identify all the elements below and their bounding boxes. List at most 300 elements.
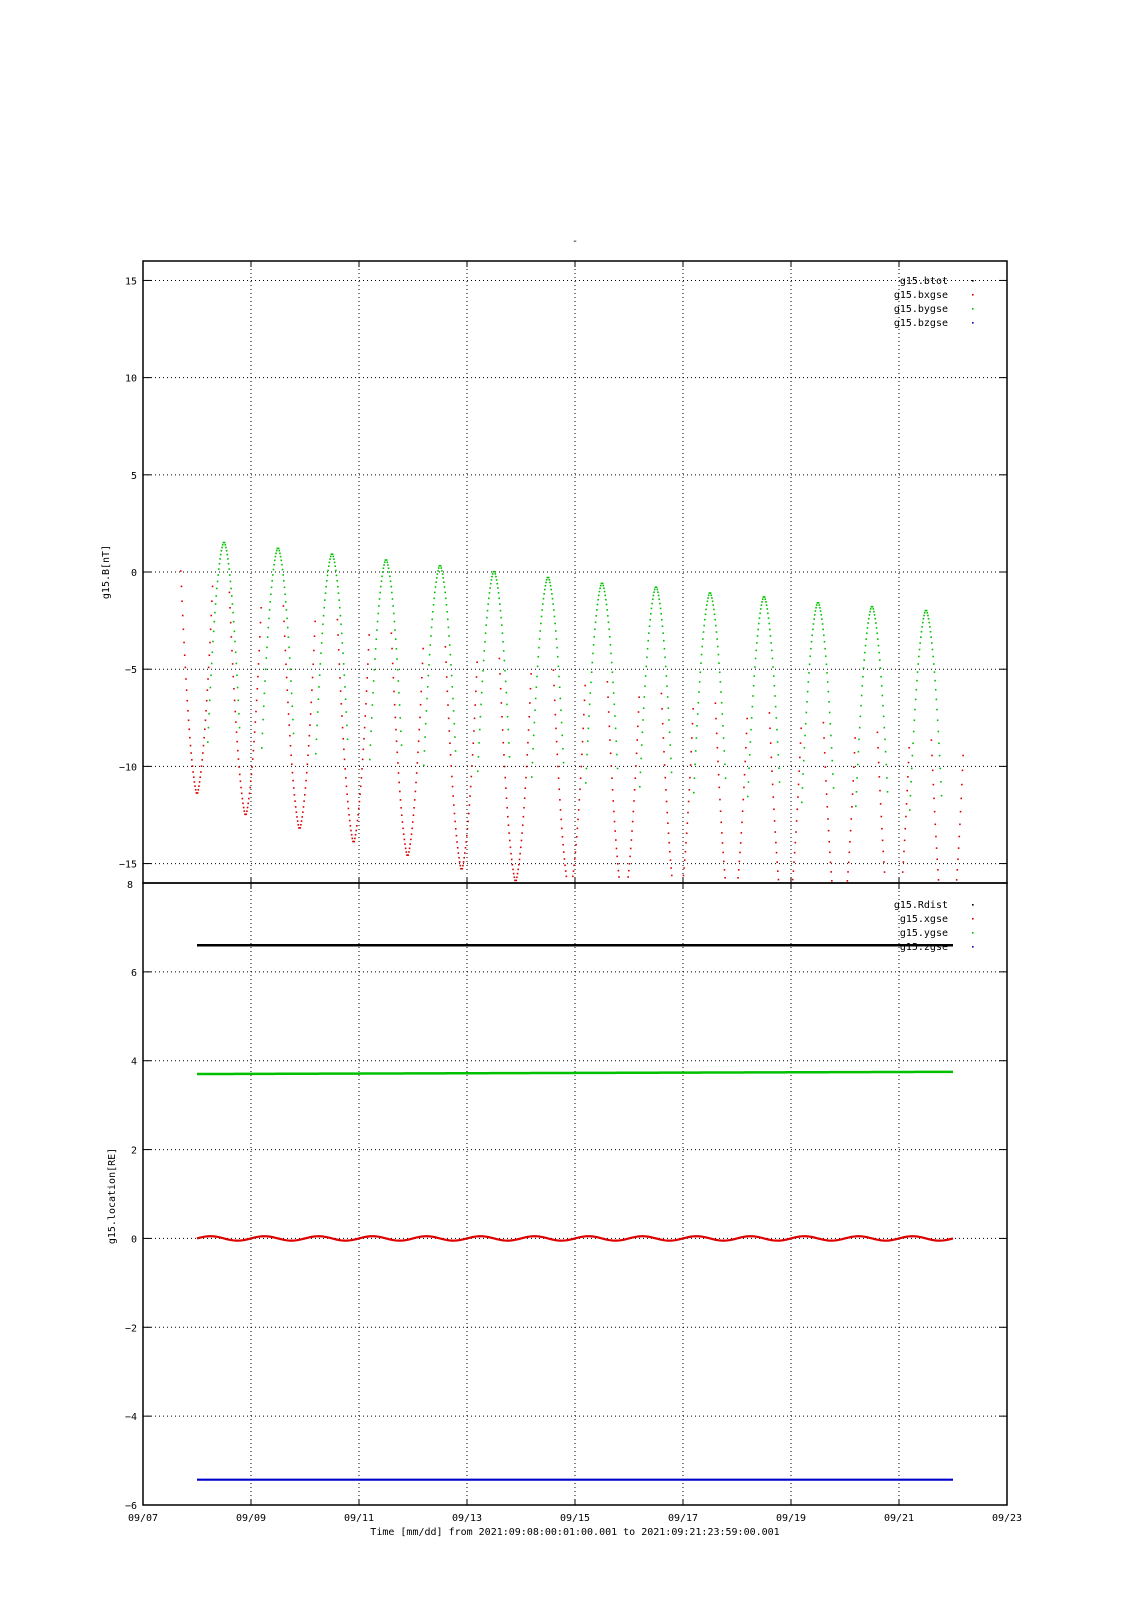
bygse-point [858, 751, 860, 753]
bxgse-point [412, 821, 414, 823]
bygse-point [922, 622, 924, 624]
bygse-point [322, 623, 324, 625]
bxgse-point [409, 848, 411, 850]
bxgse-point [769, 727, 771, 729]
bxgse-point [742, 810, 744, 812]
bygse-point [438, 567, 440, 569]
bygse-point [506, 704, 508, 706]
bxgse-point [521, 832, 523, 834]
bxgse-point [295, 806, 297, 808]
bxgse-point [553, 669, 555, 671]
bxgse-point [582, 728, 584, 730]
bxgse-point [411, 828, 413, 830]
bxgse-point [715, 718, 717, 720]
bxgse-point [212, 586, 214, 588]
bxgse-point [688, 801, 690, 803]
bxgse-point [771, 770, 773, 772]
bygse-point [615, 728, 617, 730]
bxgse-point [249, 787, 251, 789]
bxgse-point [471, 765, 473, 767]
bygse-point [918, 656, 920, 658]
bxgse-point [683, 875, 685, 877]
bxgse-point [743, 787, 745, 789]
bxgse-point [560, 819, 562, 821]
bygse-point [332, 553, 334, 555]
bxgse-point [257, 676, 259, 678]
bygse-point [504, 670, 506, 672]
bxgse-point [715, 702, 717, 704]
bygse-point [723, 737, 725, 739]
bygse-point [532, 748, 534, 750]
bxgse-point [190, 752, 192, 754]
bxgse-point [608, 711, 610, 713]
x-tick-label: 09/21 [883, 1513, 915, 1524]
bxgse-point [247, 803, 249, 805]
bygse-point [388, 571, 390, 573]
bxgse-point [452, 795, 454, 797]
bygse-point [832, 773, 834, 775]
bygse-point [718, 662, 720, 664]
bygse-point [376, 629, 378, 631]
bygse-point [666, 675, 668, 677]
bygse-point [595, 622, 597, 624]
bygse-point [535, 698, 537, 700]
bygse-point [396, 658, 398, 660]
bygse-point [771, 650, 773, 652]
bygse-point [452, 686, 454, 688]
bygse-point [398, 680, 400, 682]
bygse-point [219, 563, 221, 565]
bygse-point [807, 681, 809, 683]
bxgse-point [522, 824, 524, 826]
bygse-point [387, 564, 389, 566]
bygse-point [482, 670, 484, 672]
bygse-point [602, 583, 604, 585]
bygse-point [548, 577, 550, 579]
bygse-point [705, 609, 707, 611]
bygse-point [652, 598, 654, 600]
bxgse-point [393, 677, 395, 679]
bygse-point [431, 627, 433, 629]
bygse-point [231, 595, 233, 597]
bxgse-point [405, 848, 407, 850]
bxgse-point [311, 689, 313, 691]
bygse-point [453, 710, 455, 712]
bygse-point [234, 631, 236, 633]
bygse-point [603, 588, 605, 590]
bygse-point [586, 754, 588, 756]
bxgse-point [506, 797, 508, 799]
bxgse-point [670, 859, 672, 861]
bxgse-point [633, 811, 635, 813]
bygse-point [937, 719, 939, 721]
bygse-point [293, 733, 295, 735]
bygse-point [398, 692, 400, 694]
bxgse-point [564, 858, 566, 860]
bygse-point [920, 636, 922, 638]
bxgse-point [554, 700, 556, 702]
bxgse-point [252, 758, 254, 760]
bygse-point [914, 719, 916, 721]
bxgse-point [246, 810, 248, 812]
bxgse-point [880, 803, 882, 805]
bygse-point [667, 696, 669, 698]
bygse-point [862, 676, 864, 678]
bxgse-point [628, 870, 630, 872]
bygse-point [807, 691, 809, 693]
bxgse-point [348, 814, 350, 816]
bxgse-point [258, 650, 260, 652]
bygse-point [213, 631, 215, 633]
bxgse-point [499, 658, 501, 660]
bxgse-point [363, 749, 365, 751]
bygse-point [444, 592, 446, 594]
bxgse-point [795, 831, 797, 833]
bygse-point [938, 731, 940, 733]
bxgse-point [561, 828, 563, 830]
bygse-point [863, 659, 865, 661]
bxgse-point [352, 838, 354, 840]
bygse-point [663, 640, 665, 642]
bygse-point [805, 723, 807, 725]
bygse-point [751, 717, 753, 719]
bygse-point [770, 642, 772, 644]
bxgse-point [292, 772, 294, 774]
bxgse-point [404, 839, 406, 841]
bxgse-point [296, 811, 298, 813]
bxgse-point [616, 848, 618, 850]
bygse-point [269, 609, 271, 611]
bygse-point [668, 707, 670, 709]
bxgse-point [186, 700, 188, 702]
bxgse-point [476, 661, 478, 663]
bygse-point [660, 608, 662, 610]
bxgse-point [359, 793, 361, 795]
bxgse-point [401, 814, 403, 816]
bygse-point [616, 754, 618, 756]
bygse-point [225, 547, 227, 549]
bygse-point [541, 616, 543, 618]
bygse-point [444, 586, 446, 588]
bygse-point [391, 592, 393, 594]
bxgse-point [356, 825, 358, 827]
bxgse-point [501, 702, 503, 704]
ygse-series [197, 1072, 953, 1074]
bygse-point [441, 570, 443, 572]
bxgse-point [936, 858, 938, 860]
bxgse-point [691, 737, 693, 739]
bxgse-point [366, 690, 368, 692]
bxgse-point [360, 785, 362, 787]
bxgse-point [933, 784, 935, 786]
bxgse-point [303, 800, 305, 802]
bxgse-point [739, 852, 741, 854]
bygse-point [217, 581, 219, 583]
bygse-point [809, 655, 811, 657]
bxgse-point [463, 861, 465, 863]
bxgse-point [346, 785, 348, 787]
bxgse-point [284, 635, 286, 637]
bxgse-point [618, 870, 620, 872]
bxgse-point [192, 771, 194, 773]
bxgse-point [508, 824, 510, 826]
bxgse-point [931, 739, 933, 741]
bottom-legend [894, 900, 974, 953]
bxgse-point [938, 879, 940, 881]
bxgse-point [525, 787, 527, 789]
bygse-point [271, 580, 273, 582]
bygse-point [555, 630, 557, 632]
bygse-point [325, 586, 327, 588]
bxgse-point [358, 808, 360, 810]
bygse-point [606, 604, 608, 606]
bxgse-point [517, 869, 519, 871]
bxgse-point [505, 787, 507, 789]
bxgse-point [683, 867, 685, 869]
bxgse-point [854, 737, 856, 739]
bxgse-point [229, 607, 231, 609]
bygse-point [485, 624, 487, 626]
bygse-point [695, 750, 697, 752]
bygse-point [270, 594, 272, 596]
bygse-point [749, 754, 751, 756]
bygse-point [668, 719, 670, 721]
bxgse-point [960, 798, 962, 800]
bygse-point [218, 568, 220, 570]
bygse-point [777, 754, 779, 756]
bxgse-point [519, 859, 521, 861]
bxgse-point [617, 863, 619, 865]
bxgse-point [884, 871, 886, 873]
bxgse-point [364, 727, 366, 729]
bxgse-point [208, 667, 210, 669]
bygse-point [708, 595, 710, 597]
y-tick-label: −10 [118, 762, 137, 774]
bxgse-point [685, 851, 687, 853]
bygse-point [810, 648, 812, 650]
bygse-point [617, 768, 619, 770]
bxgse-point [510, 853, 512, 855]
bxgse-point [190, 745, 192, 747]
top-legend [894, 276, 974, 329]
bygse-point [344, 674, 346, 676]
bygse-point [869, 614, 871, 616]
bxgse-point [666, 801, 668, 803]
bxgse-point [249, 793, 251, 795]
bxgse-point [344, 759, 346, 761]
bxgse-point [471, 776, 473, 778]
bxgse-point [878, 762, 880, 764]
bxgse-point [468, 813, 470, 815]
bxgse-point [303, 806, 305, 808]
bxgse-point [287, 702, 289, 704]
bygse-point [803, 760, 805, 762]
bxgse-point [612, 800, 614, 802]
bygse-point [537, 656, 539, 658]
bygse-point [813, 623, 815, 625]
bxgse-point [289, 735, 291, 737]
bxgse-point [253, 741, 255, 743]
bygse-point [428, 664, 430, 666]
bygse-point [710, 595, 712, 597]
bxgse-point [609, 739, 611, 741]
bygse-point [936, 709, 938, 711]
bxgse-point [770, 742, 772, 744]
bygse-point [861, 695, 863, 697]
bygse-point [694, 763, 696, 765]
bygse-point [664, 648, 666, 650]
bygse-point [712, 600, 714, 602]
bygse-point [642, 719, 644, 721]
bxgse-point [607, 696, 609, 698]
bxgse-point [302, 811, 304, 813]
bygse-point [452, 698, 454, 700]
bygse-point [478, 742, 480, 744]
bygse-point [753, 675, 755, 677]
bygse-point [612, 682, 614, 684]
bxgse-point [738, 869, 740, 871]
bygse-point [747, 796, 749, 798]
bxgse-point [201, 759, 203, 761]
bxgse-point [902, 871, 904, 873]
bxgse-point [465, 847, 467, 849]
bygse-point [875, 622, 877, 624]
bygse-point [221, 547, 223, 549]
bxgse-point [523, 816, 525, 818]
bxgse-point [629, 863, 631, 865]
bxgse-point [823, 722, 825, 724]
bygse-point [375, 648, 377, 650]
bygse-point [916, 680, 918, 682]
bygse-point [778, 767, 780, 769]
bygse-point [379, 592, 381, 594]
bygse-point [534, 709, 536, 711]
bxgse-point [355, 830, 357, 832]
bxgse-point [200, 771, 202, 773]
bygse-point [536, 676, 538, 678]
bygse-point [507, 716, 509, 718]
bygse-point [316, 739, 318, 741]
bxgse-point [185, 667, 187, 669]
bxgse-point [610, 765, 612, 767]
bygse-point [772, 666, 774, 668]
bygse-point [827, 681, 829, 683]
bxgse-point [609, 726, 611, 728]
bygse-point [291, 693, 293, 695]
bxgse-point [724, 877, 726, 879]
bygse-point [373, 680, 375, 682]
bygse-point [288, 647, 290, 649]
bygse-point [483, 650, 485, 652]
bygse-point [279, 553, 281, 555]
bxgse-point [830, 871, 832, 873]
bxgse-point [512, 869, 514, 871]
y-tick-label: 0 [130, 568, 137, 579]
bxgse-point [903, 851, 905, 853]
bxgse-point [718, 787, 720, 789]
bygse-point [765, 601, 767, 603]
bxgse-point [236, 731, 238, 733]
bygse-point [856, 777, 858, 779]
bygse-point [712, 604, 714, 606]
bxgse-point [408, 851, 410, 853]
bygse-point [268, 618, 270, 620]
bxgse-point [411, 833, 413, 835]
bygse-point [878, 652, 880, 654]
bxgse-point [516, 876, 518, 878]
bygse-point [328, 565, 330, 567]
bxgse-point [825, 766, 827, 768]
bygse-point [860, 716, 862, 718]
bxgse-point [795, 842, 797, 844]
bygse-point [267, 627, 269, 629]
bygse-point [545, 585, 547, 587]
bygse-point [640, 758, 642, 760]
bygse-point [235, 651, 237, 653]
y-tick-label: −15 [118, 859, 137, 871]
bxgse-point [396, 752, 398, 754]
bygse-point [532, 762, 534, 764]
bygse-point [591, 662, 593, 664]
bygse-point [276, 550, 278, 552]
bxgse-point [469, 795, 471, 797]
bxgse-point [232, 676, 234, 678]
y-tick-label: 4 [130, 1056, 137, 1068]
bxgse-point [575, 844, 577, 846]
bxgse-point [555, 714, 557, 716]
bxgse-point [722, 852, 724, 854]
bxgse-point [260, 607, 262, 609]
bygse-point [428, 675, 430, 677]
bygse-point [830, 723, 832, 725]
bygse-point [606, 609, 608, 611]
bxgse-point [514, 876, 516, 878]
bxgse-point [825, 780, 827, 782]
bygse-point [855, 805, 857, 807]
bxgse-point [258, 663, 260, 665]
bygse-point [533, 735, 535, 737]
bxgse-point [723, 861, 725, 863]
bygse-point [386, 559, 388, 561]
y-tick-label: 5 [130, 470, 137, 482]
bygse-point [429, 654, 431, 656]
bxgse-point [351, 834, 353, 836]
bygse-point [650, 613, 652, 615]
bygse-point [275, 553, 277, 555]
bygse-point [644, 685, 646, 687]
bygse-point [560, 709, 562, 711]
bygse-point [273, 569, 275, 571]
bygse-point [833, 787, 835, 789]
bygse-point [213, 621, 215, 623]
legend-label: g15.bxgse [893, 290, 948, 301]
bxgse-point [879, 790, 881, 792]
bxgse-point [236, 741, 238, 743]
legend-label: g15.xgse [899, 914, 948, 925]
bxgse-point [251, 766, 253, 768]
bxgse-point [448, 730, 450, 732]
bxgse-point [340, 690, 342, 692]
bxgse-point [793, 870, 795, 872]
bxgse-point [354, 838, 356, 840]
bygse-point [593, 636, 595, 638]
bxgse-point [638, 711, 640, 713]
bygse-point [336, 580, 338, 582]
bygse-point [644, 696, 646, 698]
bxgse-point [512, 864, 514, 866]
bygse-point [653, 595, 655, 597]
bygse-point [866, 632, 868, 634]
